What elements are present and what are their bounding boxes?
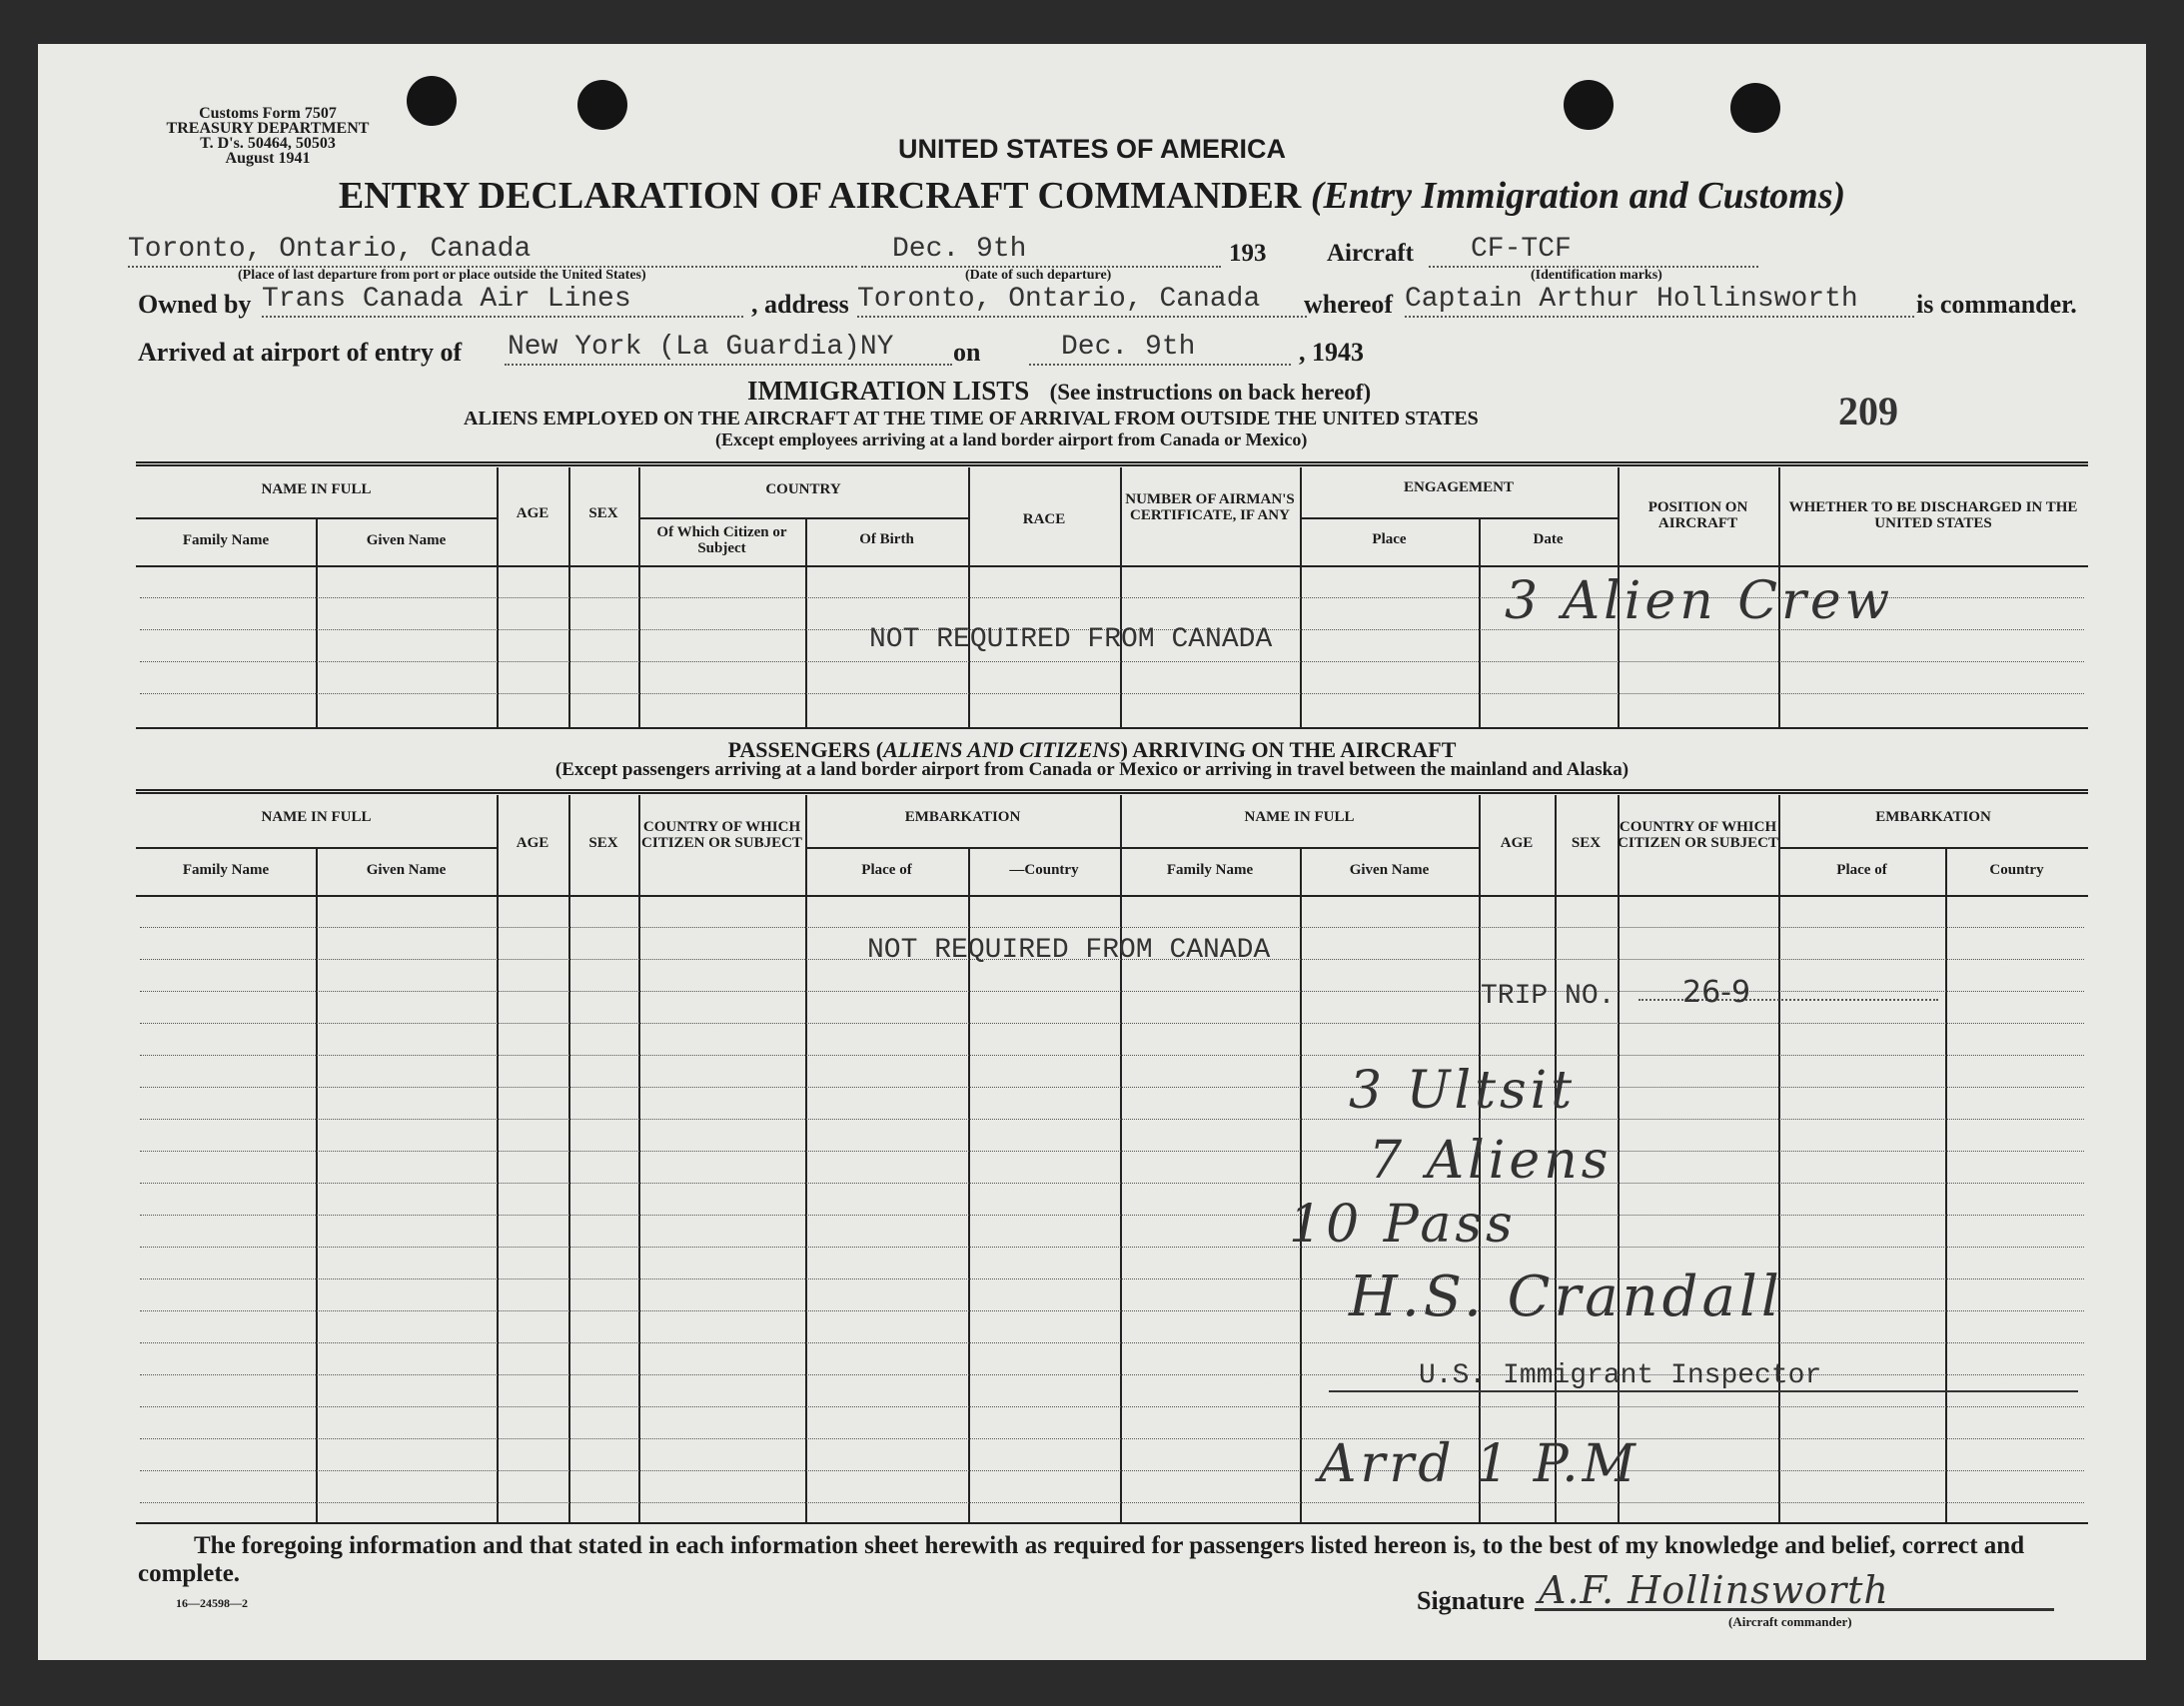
- t2-embarkation-left: EMBARKATION: [904, 809, 1021, 825]
- departure-place-caption: (Place of last departure from port or place outside the United States): [238, 268, 646, 283]
- t1-engagement: ENGAGEMENT: [1403, 479, 1514, 495]
- commander-signature: A.F. Hollinsworth: [1539, 1568, 1889, 1612]
- arrival-on-label: on: [953, 338, 981, 367]
- punch-hole: [577, 80, 627, 130]
- owner-line: [262, 316, 743, 318]
- t1-not-required-stamp: NOT REQUIRED FROM CANADA: [869, 624, 1273, 655]
- t2-name-in-full-left: NAME IN FULL: [261, 809, 372, 825]
- aliens-exception: (Except employees arriving at a land border airport from Canada or Mexico): [715, 429, 1308, 449]
- t2-given-name-left: Given Name: [366, 862, 447, 878]
- passengers-title-b: ARRIVING ON THE AIRCRAFT: [1132, 737, 1457, 762]
- table-row-rule: [140, 1119, 2084, 1120]
- owned-by-label: Owned by: [138, 290, 252, 319]
- table2-bottom-rule: [136, 1522, 2088, 1524]
- table-row-rule: [140, 1406, 2084, 1407]
- arrival-time-note: Arrd 1 P.M: [1319, 1434, 1639, 1494]
- passengers-exception: (Except passengers arriving at a land border airport from Canada or Mexico or arriving in travel between the mainland and Alaska): [554, 759, 1630, 780]
- table1-bottom-rule: [136, 727, 2088, 729]
- signature-line: [1535, 1608, 2054, 1611]
- commander-value: Captain Arthur Hollinsworth: [1405, 284, 1858, 315]
- commander-label: is commander.: [1916, 290, 2077, 319]
- t2-given-name-right: Given Name: [1349, 862, 1430, 878]
- table-row-rule: [140, 991, 2084, 992]
- t2-place-of-left: Place of: [861, 862, 912, 878]
- t2-age-left: AGE: [516, 835, 549, 851]
- aircraft-marks-value: CF-TCF: [1471, 234, 1572, 265]
- t2-country-right: Country: [1989, 862, 2044, 878]
- departure-place-value: Toronto, Ontario, Canada: [128, 234, 532, 265]
- t1-date: Date: [1533, 531, 1564, 547]
- table-row-rule: [140, 1183, 2084, 1184]
- table-row-rule: [140, 1438, 2084, 1439]
- issuing-department: TREASURY DEPARTMENT: [166, 120, 370, 137]
- print-code: 16—24598—2: [176, 1596, 248, 1610]
- departure-date-caption: (Date of such departure): [965, 268, 1112, 283]
- t2-country-left: —Country: [1009, 862, 1079, 878]
- arrival-date-line: [1029, 364, 1291, 366]
- document-number: 209: [1838, 389, 1898, 433]
- punch-hole: [407, 76, 457, 126]
- t1-airman-certificate: NUMBER OF AIRMAN'S CERTIFICATE, IF ANY: [1125, 491, 1295, 523]
- arrival-date-value: Dec. 9th: [1061, 332, 1196, 363]
- t2-family-name-right: Family Name: [1166, 862, 1254, 878]
- arrived-label: Arrived at airport of entry of: [138, 338, 463, 367]
- address-value: Toronto, Ontario, Canada: [857, 284, 1261, 315]
- table-row-rule: [140, 1342, 2084, 1343]
- immigration-title: IMMIGRATION LISTS: [747, 376, 1030, 406]
- t1-sex: SEX: [588, 505, 618, 521]
- passengers-title-a: PASSENGERS: [727, 737, 871, 762]
- t1-of-birth: Of Birth: [859, 531, 914, 547]
- table-row-rule: [140, 1470, 2084, 1471]
- certification-statement: The foregoing information and that stated in each information sheet herewith as required for passengers listed hereon is, to the best of my knowledge and belief, correct and complete.: [138, 1532, 2025, 1587]
- table-row-rule: [140, 1151, 2084, 1152]
- table-row-rule: [140, 1087, 2084, 1088]
- t1-age: AGE: [516, 505, 549, 521]
- t2-not-required-stamp: NOT REQUIRED FROM CANADA: [867, 935, 1271, 966]
- address-label: , address: [751, 290, 849, 319]
- arrival-airport-line: [505, 364, 952, 366]
- t1-family-name: Family Name: [182, 532, 270, 548]
- punch-hole: [1564, 80, 1614, 130]
- t1-position: POSITION ON AIRCRAFT: [1647, 499, 1748, 531]
- handwritten-tally-3: 10 Pass: [1289, 1195, 1517, 1255]
- table-row-rule: [140, 1310, 2084, 1311]
- title-main: ENTRY DECLARATION OF AIRCRAFT COMMANDER: [338, 175, 1302, 217]
- t2-citizen-country-right: COUNTRY OF WHICH CITIZEN OR SUBJECT: [1618, 819, 1778, 851]
- table1-top-rule: [136, 461, 2088, 466]
- whereof-label: whereof: [1304, 290, 1394, 319]
- page-title: [0, 174, 2184, 218]
- table-row-rule: [140, 927, 2084, 928]
- punch-hole: [1730, 83, 1780, 133]
- t2-name-in-full-right: NAME IN FULL: [1244, 809, 1355, 825]
- passengers-heading: PASSENGERS (ALIENS AND CITIZENS) ARRIVING ON THE AIRCRAFT: [727, 737, 1457, 762]
- signature-caption: (Aircraft commander): [1728, 1614, 1852, 1629]
- departure-year: 193: [1229, 240, 1267, 267]
- passengers-title-italic: ALIENS AND CITIZENS: [883, 737, 1121, 762]
- t1-name-in-full: NAME IN FULL: [261, 481, 372, 497]
- inspector-title: U.S. Immigrant Inspector: [1419, 1360, 1822, 1391]
- table-row-rule: [140, 1055, 2084, 1056]
- t2-citizen-country-left: COUNTRY OF WHICH CITIZEN OR SUBJECT: [641, 819, 802, 851]
- t2-sex-right: SEX: [1571, 835, 1602, 851]
- t1-citizen-of: Of Which Citizen or Subject: [656, 524, 787, 556]
- aircraft-label: Aircraft: [1327, 240, 1414, 267]
- table-row-rule: [140, 1023, 2084, 1024]
- t1-place: Place: [1372, 531, 1407, 547]
- title-parenthetical: (Entry Immigration and Customs): [1310, 175, 1846, 217]
- owner-value: Trans Canada Air Lines: [262, 284, 631, 315]
- address-line: [857, 316, 1307, 318]
- t1-given-name: Given Name: [366, 532, 447, 548]
- immigration-instructions: (See instructions on back hereof): [1049, 380, 1372, 405]
- inspector-signature: H.S. Crandall: [1349, 1265, 1783, 1329]
- arrival-airport-value: New York (La Guardia)NY: [508, 332, 894, 363]
- trip-number-value: 26-9: [1682, 975, 1751, 1010]
- departure-date-value: Dec. 9th: [892, 234, 1027, 265]
- t2-place-of-right: Place of: [1836, 862, 1887, 878]
- inspector-line: [1329, 1390, 2078, 1392]
- table2-top-rule: [136, 789, 2088, 794]
- aliens-heading: ALIENS EMPLOYED ON THE AIRCRAFT AT THE TIME OF ARRIVAL FROM OUTSIDE THE UNITED STATES: [464, 408, 1479, 429]
- table-row-rule: [140, 1215, 2084, 1216]
- t2-family-name-left: Family Name: [182, 862, 270, 878]
- table-row-rule: [140, 1279, 2084, 1280]
- commander-line: [1405, 316, 1914, 318]
- form-number: Customs Form 7507: [199, 105, 337, 122]
- t1-country: COUNTRY: [765, 481, 841, 497]
- table-row-rule: [140, 1247, 2084, 1248]
- immigration-heading: [747, 376, 1371, 407]
- trip-number-label: TRIP NO.: [1481, 981, 1616, 1012]
- t1-discharged: WHETHER TO BE DISCHARGED IN THE UNITED STATES: [1788, 499, 2078, 531]
- signature-label: Signature: [1417, 1586, 1525, 1615]
- t2-age-right: AGE: [1500, 835, 1534, 851]
- handwritten-tally-2: 7 Aliens: [1369, 1131, 1613, 1191]
- country-heading: UNITED STATES OF AMERICA: [898, 134, 1286, 164]
- handwritten-tally-1: 3 Ultsit: [1349, 1061, 1577, 1121]
- t2-embarkation-right: EMBARKATION: [1875, 809, 1991, 825]
- t1-race: RACE: [1022, 511, 1066, 527]
- t2-sex-left: SEX: [588, 835, 618, 851]
- treasury-decisions: T. D's. 50464, 50503: [200, 135, 336, 152]
- table-row-rule: [140, 1502, 2084, 1503]
- arrival-year: , 1943: [1299, 338, 1364, 367]
- form-date: August 1941: [225, 150, 311, 167]
- aircraft-marks-caption: (Identification marks): [1531, 268, 1662, 283]
- t1-handwritten-note: 3 Alien Crew: [1505, 571, 1894, 631]
